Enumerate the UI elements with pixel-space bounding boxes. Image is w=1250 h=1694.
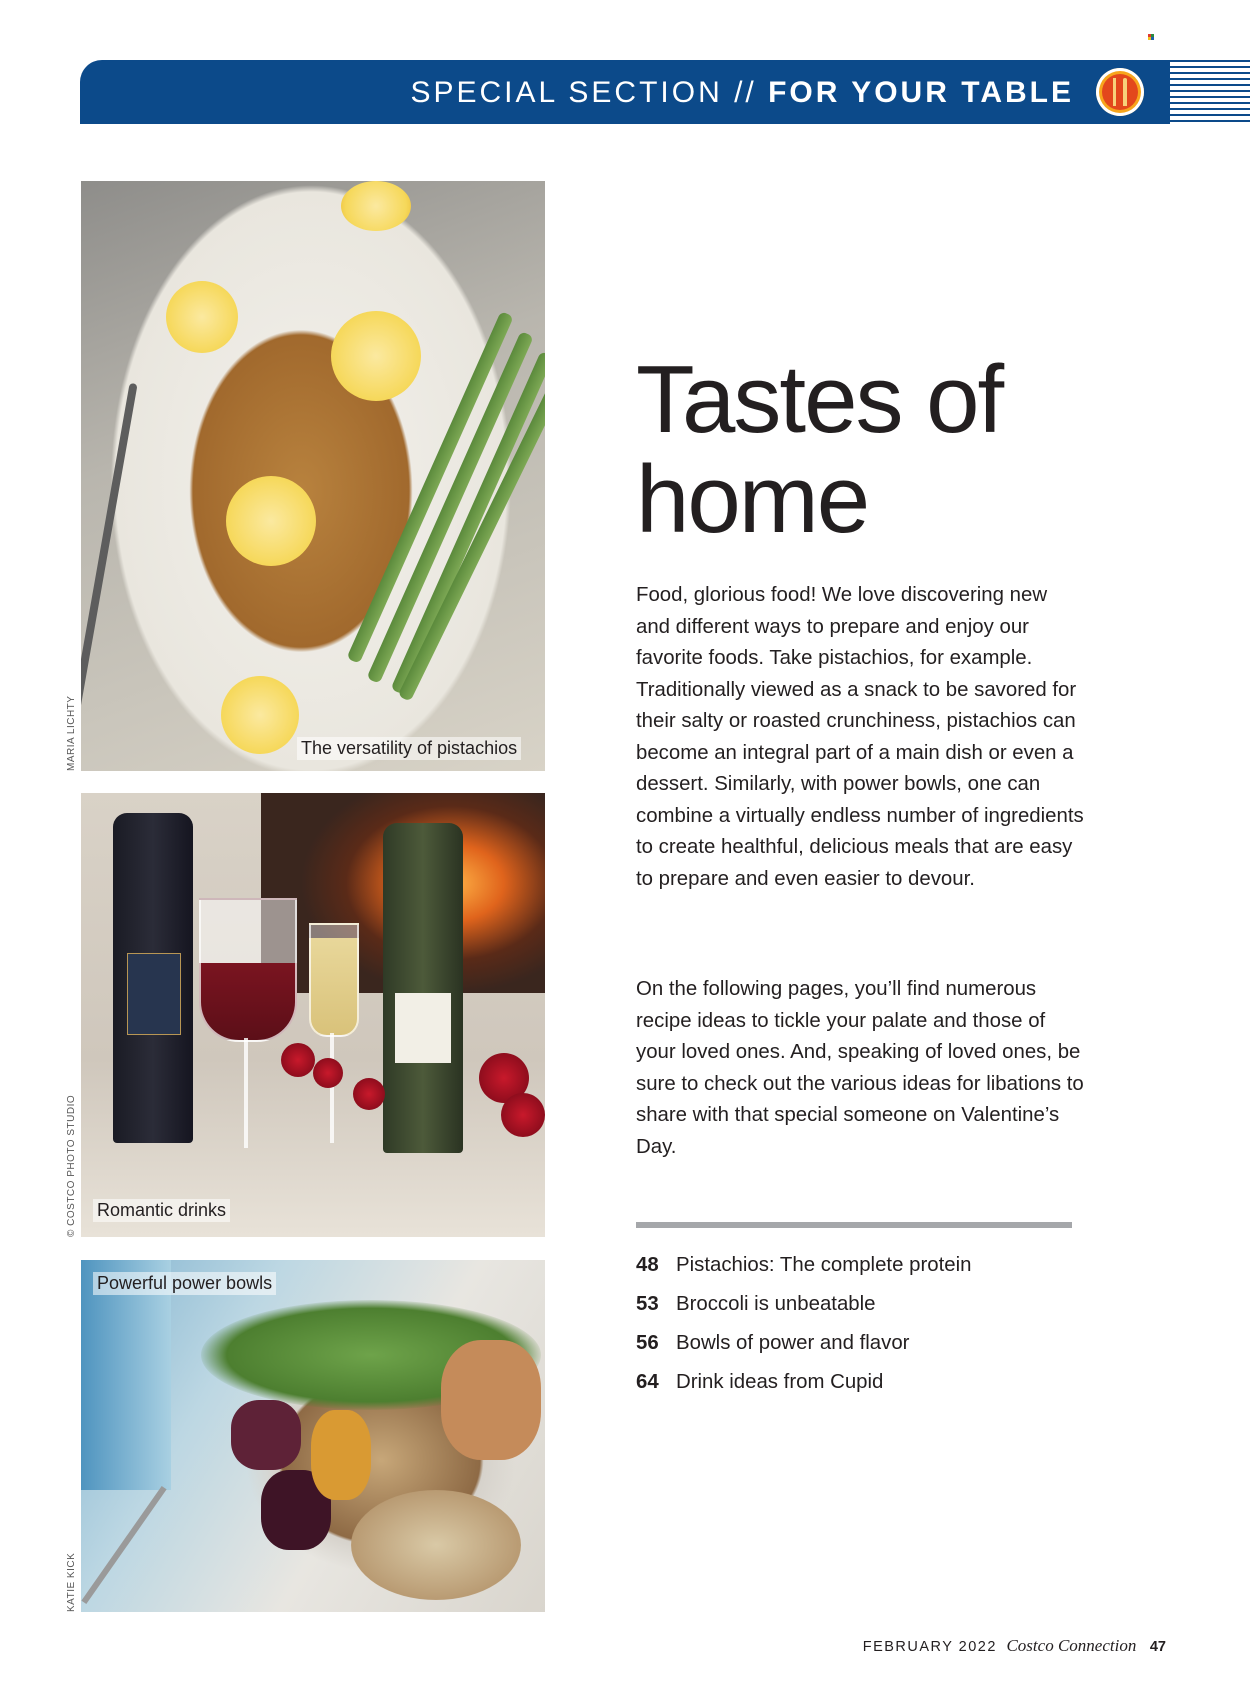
section-label: SPECIAL SECTION //: [410, 76, 769, 109]
photo-caption-drinks: Romantic drinks: [93, 1199, 230, 1222]
contents-page-number: 53: [636, 1293, 659, 1315]
contents-title: Bowls of power and flavor: [676, 1332, 910, 1354]
photo-caption-pistachios: The versatility of pistachios: [297, 737, 521, 760]
contents-item[interactable]: [636, 1332, 971, 1371]
contents-page-number: 64: [636, 1371, 659, 1393]
issue-date: FEBRUARY 2022: [862, 1639, 997, 1655]
print-registration-mark: [1148, 34, 1154, 40]
photo-credit-costco-photo-studio: © COSTCO PHOTO STUDIO: [66, 1094, 77, 1237]
pistachio-salmon-photo: [81, 181, 545, 771]
power-bowl-photo: [81, 1260, 545, 1612]
contents-page-number: 48: [636, 1254, 659, 1276]
contents-title: Pistachios: The complete protein: [676, 1254, 972, 1276]
photo-credit-katie-kick: KATIE KICK: [66, 1552, 77, 1612]
section-title: FOR YOUR TABLE: [768, 76, 1074, 109]
page-number: 47: [1149, 1639, 1166, 1655]
photo-credit-maria-lichty: MARIA LICHTY: [66, 695, 77, 771]
contents-item[interactable]: [636, 1371, 971, 1410]
contents-title: Drink ideas from Cupid: [676, 1371, 884, 1393]
section-heading: [410, 60, 1074, 124]
page-footer: [863, 1636, 1166, 1656]
section-banner: [80, 60, 1170, 124]
publication-name: Costco Connection: [1006, 1636, 1137, 1655]
contents-item[interactable]: [636, 1254, 971, 1293]
contents-title: Broccoli is unbeatable: [676, 1293, 876, 1315]
divider-rule: [636, 1222, 1072, 1228]
contents-page-number: 56: [636, 1332, 659, 1354]
contents-list: [636, 1254, 971, 1410]
contents-item[interactable]: [636, 1293, 971, 1332]
intro-paragraph: Food, glorious food! We love discovering new and different ways to prepare and enjoy our favorite foods. Take pistachios, for example. Traditionally viewed as a snack to be savored for their salty or roasted crunchiness, pistachios can become an integral part of a main dish or even a dessert. Similarly, with power bowls, one can combine a virtually endless number of ingredients to create healthful, delicious meals that are easy to prepare and even easier to devour.: [636, 584, 1084, 890]
romantic-drinks-photo: [81, 793, 545, 1237]
title-line-1: Tastes of: [636, 346, 1003, 453]
article-title: [636, 346, 1003, 553]
title-line-2: home: [636, 446, 869, 553]
second-paragraph: On the following pages, you’ll find numerous recipe ideas to tickle your palate and those of your loved ones. And, speaking of loved ones, be sure to check out the various ideas for libations to share with that special someone on Valentine’s Day.: [636, 978, 1084, 1158]
banner-stripes: [1170, 60, 1250, 124]
photo-caption-bowls: Powerful power bowls: [93, 1272, 276, 1295]
fork-knife-icon: [1096, 68, 1144, 116]
